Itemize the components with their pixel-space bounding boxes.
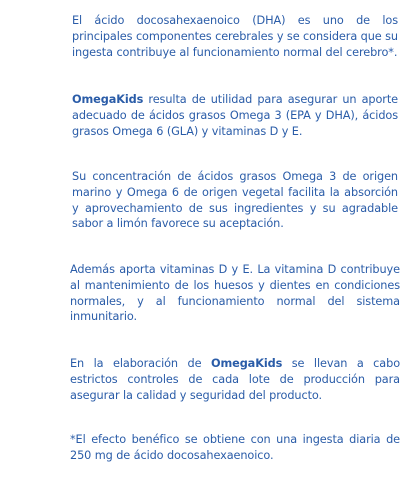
paragraph-dha-intro [72, 13, 398, 60]
paragraph-text: resulta de utilidad para asegurar un aporte adecuado de ácidos grasos Omega 3 (EPA y DHA), ácidos grasos Omega 6 (GLA) y vitaminas D y E. [72, 93, 398, 138]
brand-name: OmegaKids [72, 93, 144, 106]
paragraph-text: Su concentración de ácidos grasos Omega 3 de origen marino y Omega 6 de origen vegetal facilita la absorción y aprovechamiento de sus ingredientes y su agradable sabor a limón favorece su aceptación. [72, 170, 398, 231]
paragraph-vitamins [70, 262, 400, 325]
paragraph-footnote [70, 432, 400, 464]
paragraph-text: se llevan a cabo estrictos controles de cada lote de producción para asegurar la calidad y seguridad del producto. [70, 357, 401, 402]
paragraph-text: El ácido docosahexaenoico (DHA) es uno de los principales componentes cerebrales y se considera que su ingesta contribuye al funcionamiento normal del cerebro*. [72, 14, 398, 59]
paragraph-quality-control [70, 356, 400, 403]
paragraph-text: *El efecto benéfico se obtiene con una ingesta diaria de 250 mg de ácido docosahexaenoico. [70, 433, 400, 462]
paragraph-concentration [72, 169, 398, 232]
paragraph-omegakids-benefits [72, 92, 398, 139]
brand-name: OmegaKids [210, 357, 283, 370]
paragraph-text: En la elaboración de [70, 357, 211, 370]
paragraph-text: Además aporta vitaminas D y E. La vitamina D contribuye al mantenimiento de los huesos y dientes en condiciones normales, y al funcionamiento normal del sistema inmunitario. [70, 263, 400, 324]
